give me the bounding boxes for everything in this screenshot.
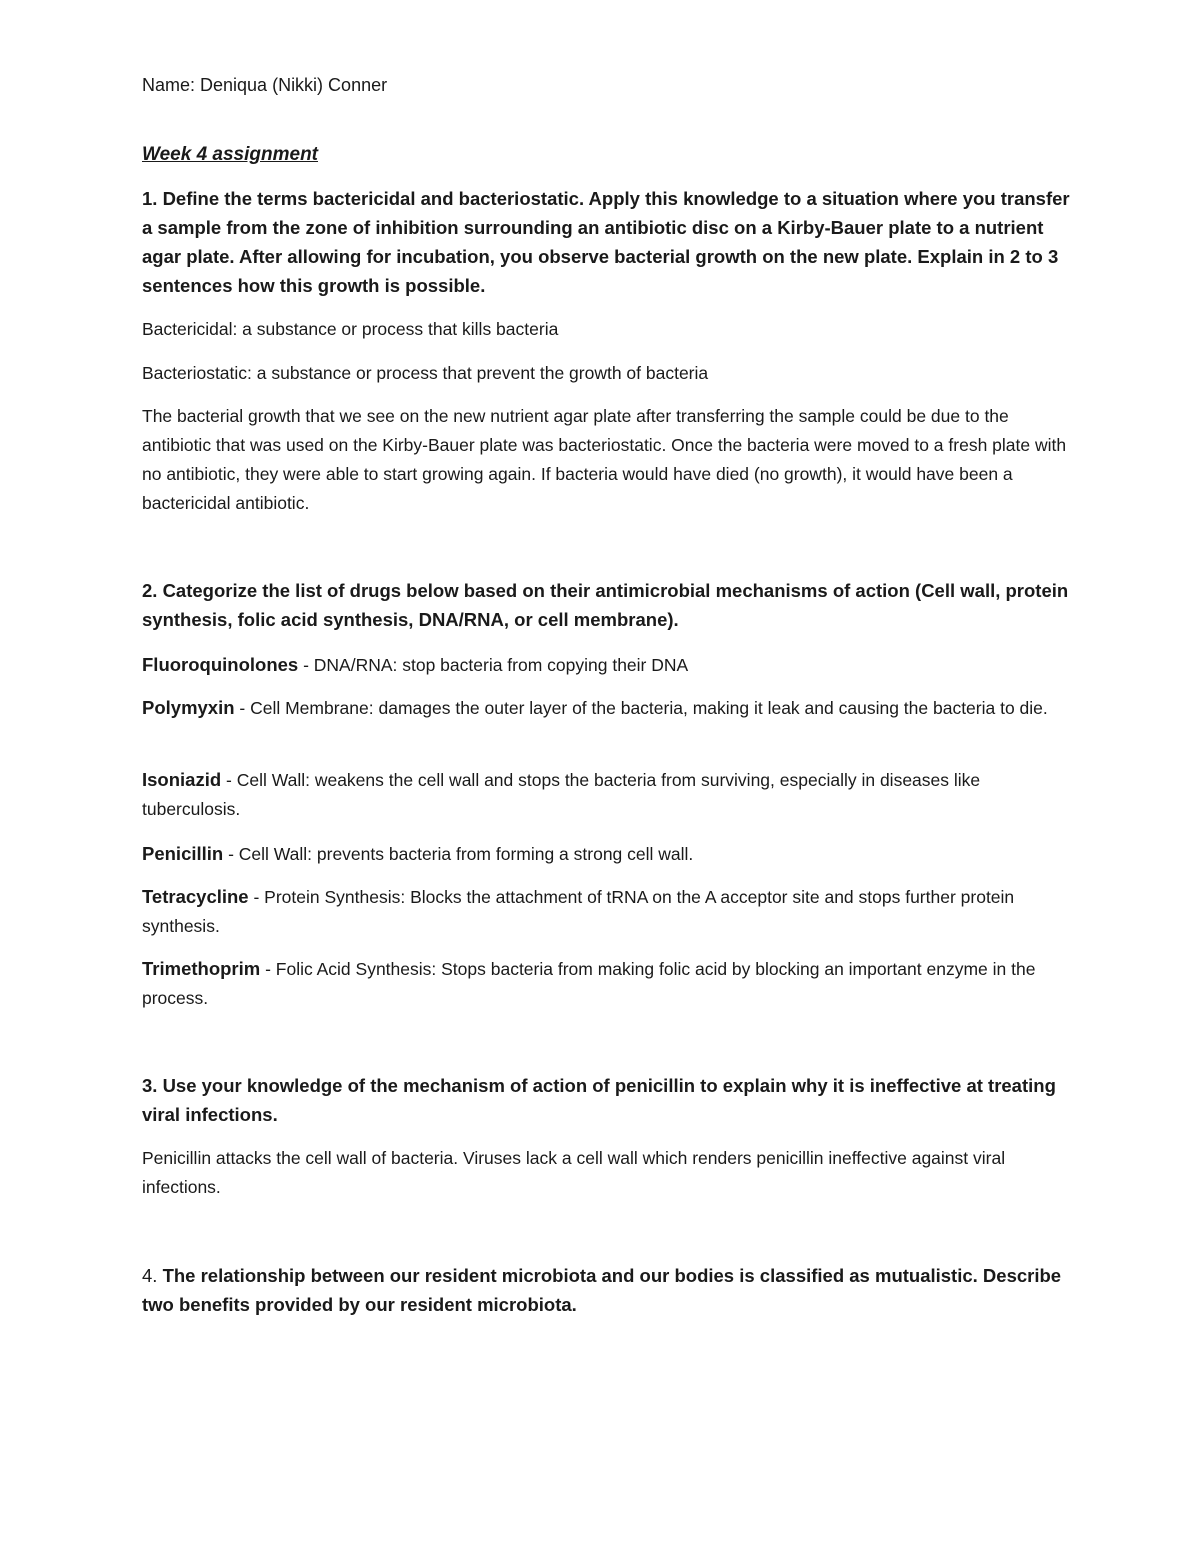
- bactericidal-definition: Bactericidal: a substance or process that kills bacteria: [142, 319, 559, 339]
- drug-name: Tetracycline: [142, 886, 249, 907]
- answer-3: Penicillin attacks the cell wall of bacteria. Viruses lack a cell wall which renders penicillin ineffective against viral infections.: [142, 1148, 1006, 1197]
- bacteriostatic-definition: Bacteriostatic: a substance or process that prevent the growth of bacteria: [142, 363, 709, 383]
- drug-name: Polymyxin: [142, 697, 235, 718]
- drug-description: - Folic Acid Synthesis: Stops bacteria from making folic acid by blocking an important enzyme in the process.: [142, 959, 1036, 1008]
- student-name: Name: Deniqua (Nikki) Conner: [142, 75, 388, 95]
- answer-1: The bacterial growth that we see on the new nutrient agar plate after transferring the sample could be due to the antibiotic that was used on the Kirby-Bauer plate was bacteriostatic. Once the bacteria were moved to a fresh plate with no antibiotic, they were able to start growing again. If bacteria would have died (no growth), it would have been a bactericidal antibiotic.: [142, 406, 1067, 513]
- drug-description: - Cell Membrane: damages the outer layer of the bacteria, making it leak and causing the bacteria to die.: [234, 698, 1048, 718]
- question-1: 1. Define the terms bactericidal and bacteriostatic. Apply this knowledge to a situation where you transfer a sample from the zone of inhibition surrounding an antibiotic disc on a Kirby-Bauer plate to a nutrient agar plate. After allowing for incubation, you observe bacterial growth on the new plate. Explain in 2 to 3 sentences how this growth is possible.: [142, 188, 1070, 296]
- question-4: [142, 1261, 1072, 1319]
- question-1-block: [142, 184, 1072, 300]
- answer-3-block: [142, 1144, 1072, 1202]
- drug-description: - Protein Synthesis: Blocks the attachment of tRNA on the A acceptor site and stops further protein synthesis.: [142, 887, 1015, 936]
- question-3: 3. Use your knowledge of the mechanism of action of penicillin to explain why it is ineffective at treating viral infections.: [142, 1075, 1056, 1125]
- drug-item-polymyxin: [142, 693, 1072, 723]
- drug-item-penicillin: [142, 839, 1072, 869]
- drug-name: Fluoroquinolones: [142, 654, 299, 675]
- bactericidal-definition-block: [142, 315, 1072, 344]
- drug-item-trimethoprim: [142, 954, 1072, 1013]
- question-2-block: [142, 576, 1072, 634]
- drug-item-isoniazid: [142, 765, 1072, 824]
- assignment-title: Week 4 assignment: [142, 144, 319, 165]
- question-3-block: [142, 1071, 1072, 1129]
- question-4-number: 4.: [142, 1265, 158, 1286]
- drug-name: Isoniazid: [142, 769, 222, 790]
- drug-description: - Cell Wall: prevents bacteria from forming a strong cell wall.: [223, 844, 694, 864]
- bacteriostatic-definition-block: [142, 359, 1072, 388]
- drug-name: Trimethoprim: [142, 958, 261, 979]
- drug-description: - DNA/RNA: stop bacteria from copying their DNA: [298, 655, 689, 675]
- drug-item-tetracycline: [142, 882, 1072, 941]
- drug-name: Penicillin: [142, 843, 224, 864]
- question-2: 2. Categorize the list of drugs below based on their antimicrobial mechanisms of action (Cell wall, protein synthesis, folic acid synthesis, DNA/RNA, or cell membrane).: [142, 580, 1069, 630]
- drug-item-fluoroquinolones: [142, 650, 1072, 680]
- drug-description: - Cell Wall: weakens the cell wall and stops the bacteria from surviving, especially in diseases like tuberculosis.: [142, 770, 981, 819]
- question-4-text: The relationship between our resident microbiota and our bodies is classified as mutualistic. Describe two benefits provided by our resident microbiota.: [142, 1265, 1062, 1315]
- question-4-block: [142, 1261, 1072, 1319]
- answer-1-block: [142, 402, 1072, 518]
